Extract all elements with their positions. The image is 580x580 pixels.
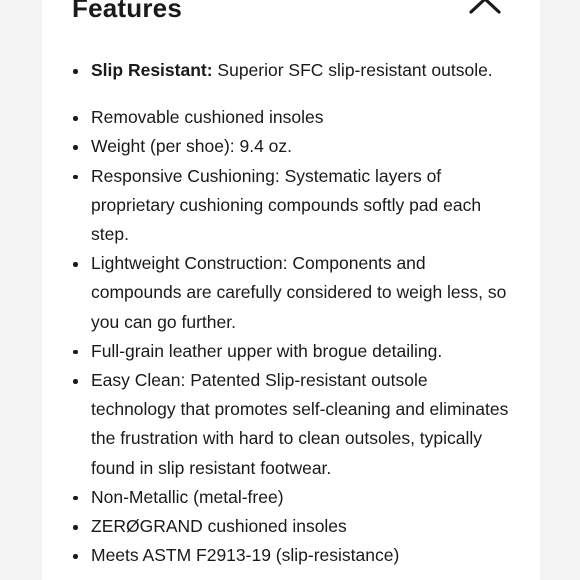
feature-text: Superior SFC slip-resistant outsole. [212,60,493,80]
list-item: ZERØGRAND cushioned insoles [70,512,510,541]
list-item: Meets ASTM F2913-19 (slip-resistance) [70,541,510,570]
list-item: Responsive Cushioning: Systematic layers of proprietary cushioning compounds softly pad each step. [70,162,510,250]
features-header[interactable] [72,0,502,28]
chevron-up-icon[interactable] [468,0,502,18]
list-item: Non-Metallic (metal-free) [70,483,510,512]
list-item [70,56,510,85]
features-panel [42,0,540,580]
list-item: Easy Clean: Patented Slip-resistant outsole technology that promotes self-cleaning and eliminates the frustration with hard to clean outsoles, typically found in slip resistant footwear. [70,366,510,483]
list-item: Weight (per shoe): 9.4 oz. [70,132,510,161]
feature-label: Slip Resistant: [91,60,213,80]
features-list [70,56,510,570]
list-item: Full-grain leather upper with brogue detailing. [70,337,510,366]
list-item: Removable cushioned insoles [70,103,510,132]
list-item: Lightweight Construction: Components and compounds are carefully considered to weigh less, so you can go further. [70,249,510,337]
section-title: Features [72,0,182,23]
